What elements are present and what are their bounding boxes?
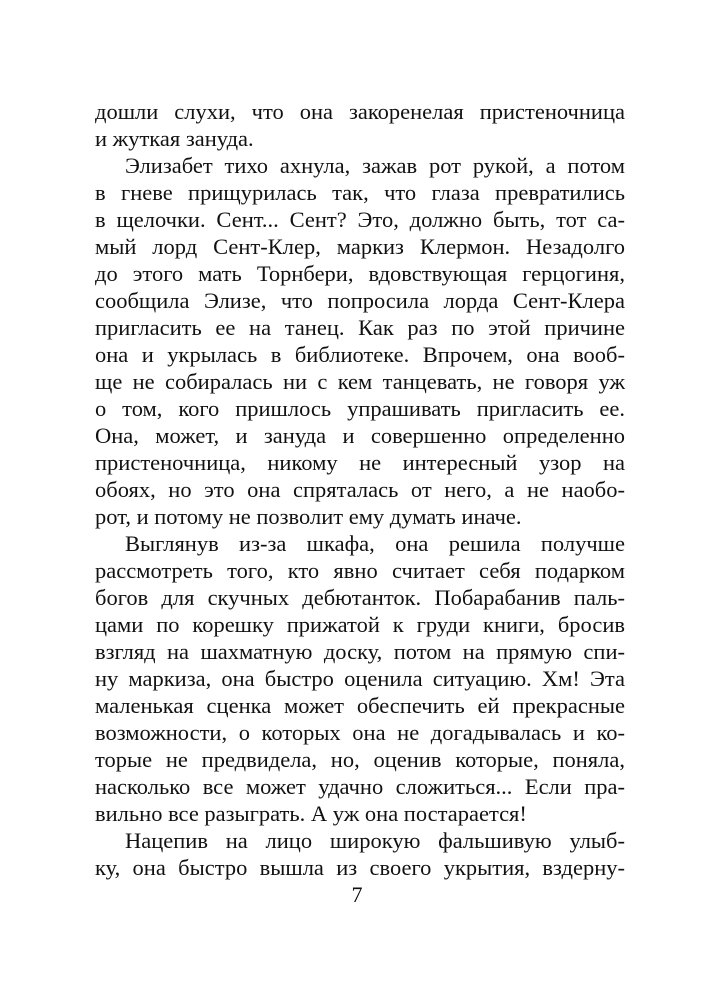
text-line: обоях, но это она спряталась от него, а не наобо- — [95, 477, 625, 502]
text-line: торые не предвидела, но, оценив которые, поняла, — [95, 747, 625, 772]
text-line: возможности, о которых она не догадывалась и ко- — [95, 720, 625, 745]
text-line: взгляд на шахматную доску, потом на прямую спи- — [95, 639, 625, 664]
text-line: дошли слухи, что она закоренелая пристеночница — [95, 99, 625, 124]
text-line: рассмотреть того, кто явно считает себя подарком — [95, 558, 625, 583]
text-line: маленькая сценка может обеспечить ей прекрасные — [95, 693, 625, 718]
text-line: насколько все может удачно сложиться... Если пра- — [95, 774, 625, 799]
text-line: рот, и потому не позволит ему думать иначе. — [95, 504, 522, 529]
page-number: 7 — [351, 882, 363, 907]
text-line: цами по корешку прижатой к груди книги, бросив — [95, 612, 625, 637]
text-line: и жуткая зануда. — [95, 126, 254, 151]
text-line: сообщила Элизе, что попросила лорда Сент-Клера — [95, 288, 625, 313]
text-line: о том, кого пришлось упрашивать пригласить ее. — [95, 396, 625, 421]
text-line: Выглянув из-за шкафа, она решила получше — [125, 531, 625, 556]
text-line: до этого мать Торнбери, вдовствующая герцогиня, — [95, 261, 625, 286]
text-line: пристеночница, никому не интересный узор на — [95, 450, 625, 475]
text-line: Нацепив на лицо широкую фальшивую улыб- — [125, 828, 625, 853]
text-line: ще не собиралась ни с кем танцевать, не говоря уж — [95, 369, 625, 394]
text-line: она и укрылась в библиотеке. Впрочем, она вооб- — [95, 342, 625, 367]
text-line: ну маркиза, она быстро оценила ситуацию. Хм! Эта — [95, 666, 625, 691]
text-line: в гневе прищурилась так, что глаза превратились — [95, 180, 625, 205]
text-line: пригласить ее на танец. Как раз по этой причине — [95, 315, 625, 340]
body-text — [95, 98, 625, 881]
text-line: Она, может, и зануда и совершенно определенно — [95, 423, 625, 448]
text-line: мый лорд Сент-Клер, маркиз Клермон. Незадолго — [95, 234, 625, 259]
text-line: в щелочки. Сент... Сент? Это, должно быть, тот са- — [95, 207, 625, 232]
text-line: вильно все разыграть. А уж она постарается! — [95, 801, 527, 826]
text-line: Элизабет тихо ахнула, зажав рот рукой, а потом — [125, 153, 625, 178]
text-line: богов для скучных дебютанток. Побарабанив паль- — [95, 585, 625, 610]
text-line: ку, она быстро вышла из своего укрытия, вздерну- — [95, 855, 625, 880]
